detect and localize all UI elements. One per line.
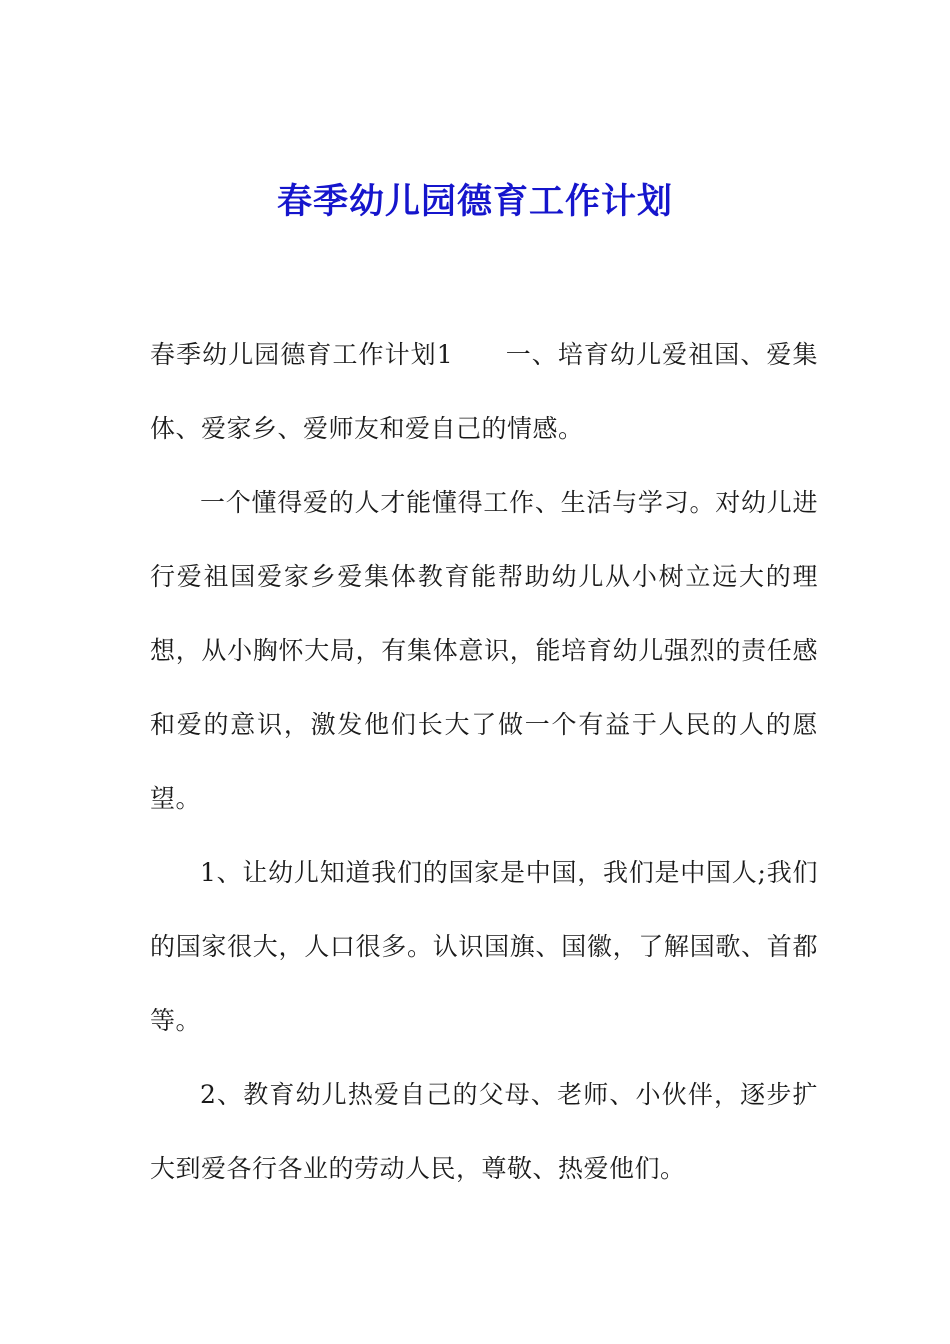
body-paragraph-3: 2、教育幼儿热爱自己的父母、老师、小伙伴，逐步扩大到爱各行各业的劳动人民，尊敬、热爱他们。	[150, 1080, 818, 1183]
body-paragraph-2: 1、让幼儿知道我们的国家是中国，我们是中国人;我们的国家很大，人口很多。认识国旗、国徽，了解国歌、首都等。	[150, 858, 818, 1035]
section-heading-paragraph	[150, 318, 818, 466]
document-body	[150, 318, 818, 1206]
document-title: 春季幼儿园德育工作计划	[276, 182, 673, 222]
section-heading-text: 一、培育幼儿爱祖国、爱集体、爱家乡、爱师友和爱自己的情感。	[150, 340, 818, 443]
body-paragraph-1: 一个懂得爱的人才能懂得工作、生活与学习。对幼儿进行爱祖国爱家乡爱集体教育能帮助幼儿从小树立远大的理想，从小胸怀大局，有集体意识，能培育幼儿强烈的责任感和爱的意识，激发他们长大了做一个有益于人民的人的愿望。	[150, 488, 818, 813]
section-label: 春季幼儿园德育工作计划1	[150, 340, 454, 369]
